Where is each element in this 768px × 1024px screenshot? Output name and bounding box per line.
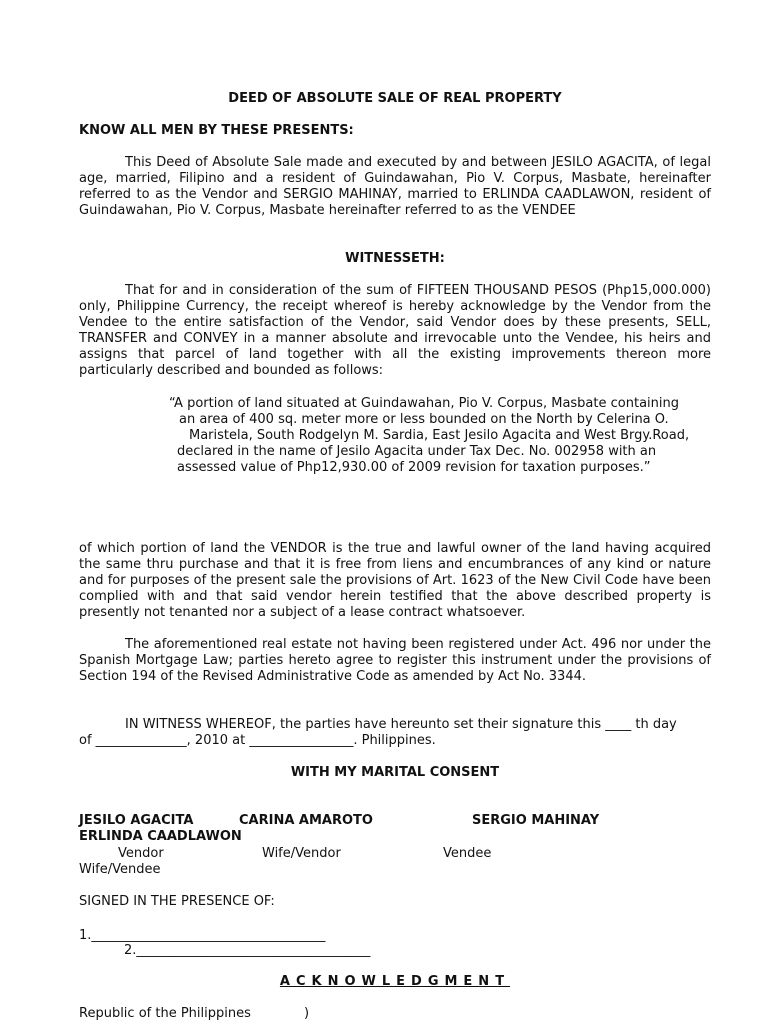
witness-line-1: 1.____________________________________ [79, 928, 326, 943]
role-wife-vendee: Wife/Vendee [79, 862, 161, 877]
paragraph-ownership: of which portion of land the VENDOR is the true and lawful owner of the land having acquired the same thru purchase and that it is free from liens and encumbrances of any kind or nature and for purposes of the present sale the provisions of Art. 1623 of the New Civil Code have been complied with and that said vendor herein testified that the above described property is presently not tenanted nor a subject of a lease contract whatsoever. [79, 541, 711, 620]
document-title: DEED OF ABSOLUTE SALE OF REAL PROPERTY [228, 91, 562, 106]
role-wife-vendor: Wife/Vendor [262, 846, 341, 861]
signatory-wife-vendee-name: ERLINDA CAADLAWON [79, 829, 242, 844]
paragraph-parties: This Deed of Absolute Sale made and executed by and between JESILO AGACITA, of legal age, married, Filipino and a resident of Guindawahan, Pio V. Corpus, Masbate, hereinafter referred to as the Vendor and SERGIO MAHINAY, married to ERLINDA CAADLAWON, resident of Guindawahan, Pio V. Corpus, Masbate hereinafter referred to as the VENDEE [79, 155, 711, 218]
marital-consent-heading: WITH MY MARITAL CONSENT [290, 765, 500, 780]
paragraph-consideration: That for and in consideration of the sum of FIFTEEN THOUSAND PESOS (Php15,000.000) only, Philippine Currency, the receipt whereof is hereby acknowledge by the Vendor from the Vendee to the entire satisfaction of the Vendor, said Vendor does by these presents, SELL, TRANSFER and CONVEY in a manner absolute and irrevocable unto the Vendee, his heirs and assigns that parcel of land together with all the existing improvements thereon more particularly described and bounded as follows: [79, 283, 711, 378]
signed-presence-label: SIGNED IN THE PRESENCE OF: [79, 894, 275, 909]
signatory-vendee-name: SERGIO MAHINAY [472, 813, 600, 828]
role-vendor: Vendor [118, 846, 164, 861]
role-vendee: Vendee [443, 846, 492, 861]
know-all-heading: KNOW ALL MEN BY THESE PRESENTS: [79, 123, 354, 138]
republic-paren: ) [304, 1006, 310, 1021]
quote-line-4: declared in the name of Jesilo Agacita under Tax Dec. No. 002958 with an [177, 444, 657, 459]
paragraph-registration: The aforementioned real estate not having been registered under Act. 496 nor under the Spanish Mortgage Law; parties hereto agree to register this instrument under the provisions of Section 194 of the Revised Administrative Code as amended by Act No. 3344. [79, 637, 711, 684]
witnesseth-heading: WITNESSETH: [345, 251, 445, 266]
acknowledgment-text: ACKNOWLEDGMENT [279, 974, 511, 989]
quote-line-2: an area of 400 sq. meter more or less bounded on the North by Celerina O. [179, 412, 669, 427]
witness-whereof-line-2: of ______________, 2010 at ________________. Philippines. [79, 733, 436, 748]
quote-line-3: Maristela, South Rodgelyn M. Sardia, East Jesilo Agacita and West Brgy.Road, [189, 428, 690, 443]
witness-whereof-line-1: IN WITNESS WHEREOF, the parties have hereunto set their signature this ____ th day [125, 717, 677, 732]
quote-line-1: “A portion of land situated at Guindawahan, Pio V. Corpus, Masbate containing [169, 396, 679, 411]
property-description [169, 396, 711, 476]
signatory-vendor-name: JESILO AGACITA [79, 813, 194, 828]
witness-line-2: 2.____________________________________ [124, 943, 371, 958]
acknowledgment-heading [79, 974, 711, 990]
quote-line-5: assessed value of Php12,930.00 of 2009 revision for taxation purposes.” [177, 460, 651, 475]
republic-label: Republic of the Philippines [79, 1006, 251, 1021]
signatory-wife-vendor-name: CARINA AMAROTO [239, 813, 373, 828]
